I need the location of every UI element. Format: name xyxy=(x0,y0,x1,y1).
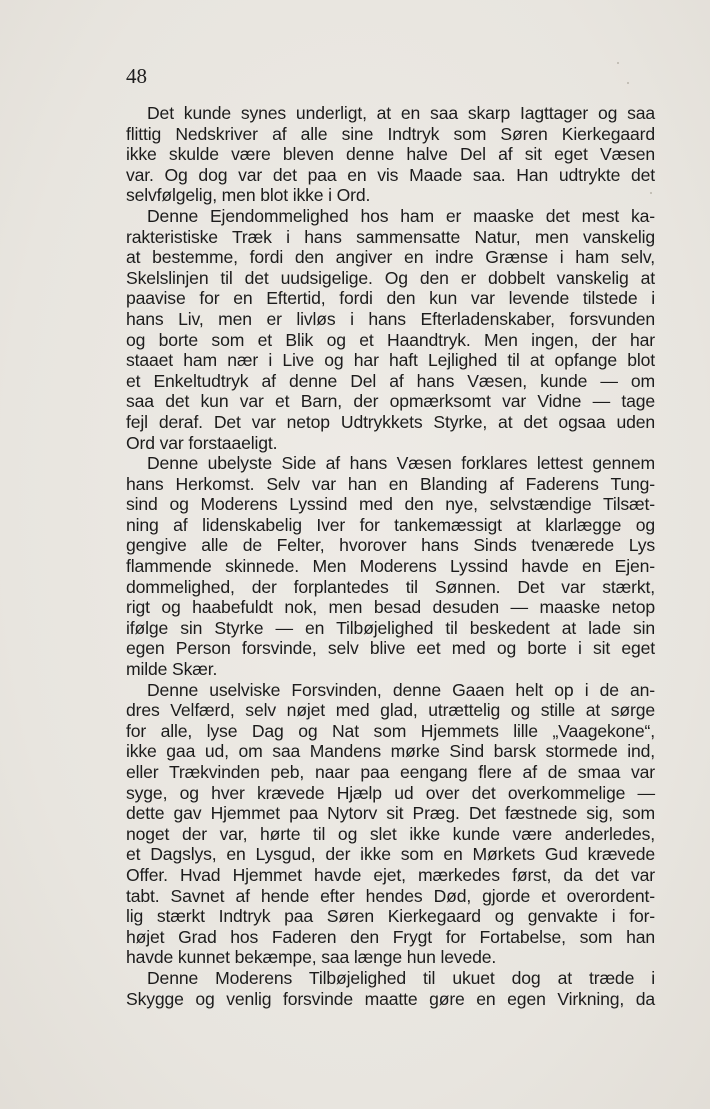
text-line: Denne uselviske Forsvinden, denne Gaaen helt op i de an- xyxy=(147,679,655,700)
text-line: et Enkeltudtryk af denne Del af hans Væsen, kunde — om xyxy=(126,370,655,391)
text-line: lig stærkt Indtryk paa Søren Kierkegaard og genvakte i for- xyxy=(126,906,655,927)
text-line: ikke skulde være bleven denne halve Del af sit eget Væsen xyxy=(126,144,655,165)
text-line: tabt. Savnet af hende efter hendes Død, gjorde et overordent- xyxy=(126,885,655,906)
text-line: syge, og hver krævede Hjælp ud over det overkommelige — xyxy=(126,782,655,803)
paragraph-1 xyxy=(126,103,655,206)
text-line: Ord var forstaaeligt. xyxy=(126,432,278,453)
text-line: staaet ham nær i Live og har haft Lejlighed til at opfange blot xyxy=(126,350,655,371)
text-line: ikke gaa ud, om saa Mandens mørke Sind barsk stormede ind, xyxy=(126,741,655,762)
text-line: for alle, lyse Dag og Nat som Hjemmets lille „Vaagekone“, xyxy=(126,720,655,741)
text-line: Denne Ejendommelighed hos ham er maaske det mest ka- xyxy=(147,205,655,226)
text-line: Skygge og venlig forsvinde maatte gøre en egen Virkning, da xyxy=(126,988,655,1009)
text-line: gengive alle de Felter, hvorover hans Sinds tvenærede Lys xyxy=(126,535,655,556)
text-line: Denne ubelyste Side af hans Væsen forklares lettest gennem xyxy=(147,453,655,474)
text-line: flammende skinnede. Men Moderens Lyssind havde en Ejen- xyxy=(126,556,655,577)
text-line: selvfølgelig, men blot ikke i Ord. xyxy=(126,185,371,206)
text-line: hans Herkomst. Selv var han en Blanding af Faderens Tung- xyxy=(126,473,655,494)
text-line: saa det kun var et Barn, der opmærksomt var Vidne — tage xyxy=(126,391,655,412)
body-text xyxy=(126,103,655,1009)
paragraph-3 xyxy=(126,453,655,680)
text-line: var. Og dog var det paa en vis Maade saa. Han udtrykte det xyxy=(126,164,655,185)
text-line: fejl deraf. Det var netop Udtrykkets Styrke, at det ogsaa uden xyxy=(126,411,655,432)
text-line: eller Trækvinden peb, naar paa eengang flere af de smaa var xyxy=(126,762,655,782)
paragraph-2 xyxy=(126,206,655,453)
text-line: rigt og haabefuldt nok, men besad desuden — maaske netop xyxy=(126,597,655,618)
text-line: milde Skær. xyxy=(126,659,218,680)
text-line: noget der var, hørte til og slet ikke kunde være anderledes, xyxy=(126,823,655,844)
paper-speck xyxy=(617,62,619,64)
text-line: havde kunnet bekæmpe, saa længe hun levede. xyxy=(126,947,497,968)
text-line: dette gav Hjemmet paa Nytorv sit Præg. Det fæstnede sig, som xyxy=(126,803,655,824)
text-line: sind og Moderens Lyssind med den nye, selvstændige Tilsæt- xyxy=(126,494,655,515)
text-line: flittig Nedskriver af alle sine Indtryk som Søren Kierkegaard xyxy=(126,123,655,144)
text-line: Skelslinjen til det uudsigelige. Og den er dobbelt vanskelig at xyxy=(126,267,655,288)
text-line: højet Grad hos Faderen den Frygt for Fortabelse, som han xyxy=(126,926,655,947)
page-number: 48 xyxy=(126,64,147,88)
text-line: hans Liv, men er livløs i hans Efterladenskaber, forsvunden xyxy=(126,308,655,329)
text-line: dres Velfærd, selv nøjet med glad, utrættelig og stille at sørge xyxy=(126,700,655,721)
text-line: at bestemme, fordi den angiver en indre Grænse i ham selv, xyxy=(126,247,655,268)
text-line: Denne Moderens Tilbøjelighed til ukuet dog at træde i xyxy=(147,967,655,988)
text-line: rakteristiske Træk i hans sammensatte Natur, men vanskelig xyxy=(126,226,655,247)
paragraph-4 xyxy=(126,680,655,968)
text-line: ning af lidenskabelig Iver for tankemæssigt at klarlægge og xyxy=(126,514,655,535)
text-line: Det kunde synes underligt, at en saa skarp Iagttager og saa xyxy=(147,103,655,123)
text-line: et Dagslys, en Lysgud, der ikke som en Mørkets Gud krævede xyxy=(126,844,655,865)
text-line: ifølge sin Styrke — en Tilbøjelighed til beskedent at lade sin xyxy=(126,617,655,638)
paper-speck xyxy=(627,82,629,84)
text-line: Offer. Hvad Hjemmet havde ejet, mærkedes først, da det var xyxy=(126,864,655,885)
text-line: egen Person forsvinde, selv blive eet med og borte i sit eget xyxy=(126,638,655,659)
text-line: dommelighed, der forplantedes til Sønnen. Det var stærkt, xyxy=(126,576,655,597)
text-line: paavise for en Eftertid, fordi den kun var levende tilstede i xyxy=(126,288,655,309)
text-line: og borte som et Blik og et Haandtryk. Men ingen, der har xyxy=(126,329,655,350)
paragraph-5 xyxy=(126,968,655,1009)
